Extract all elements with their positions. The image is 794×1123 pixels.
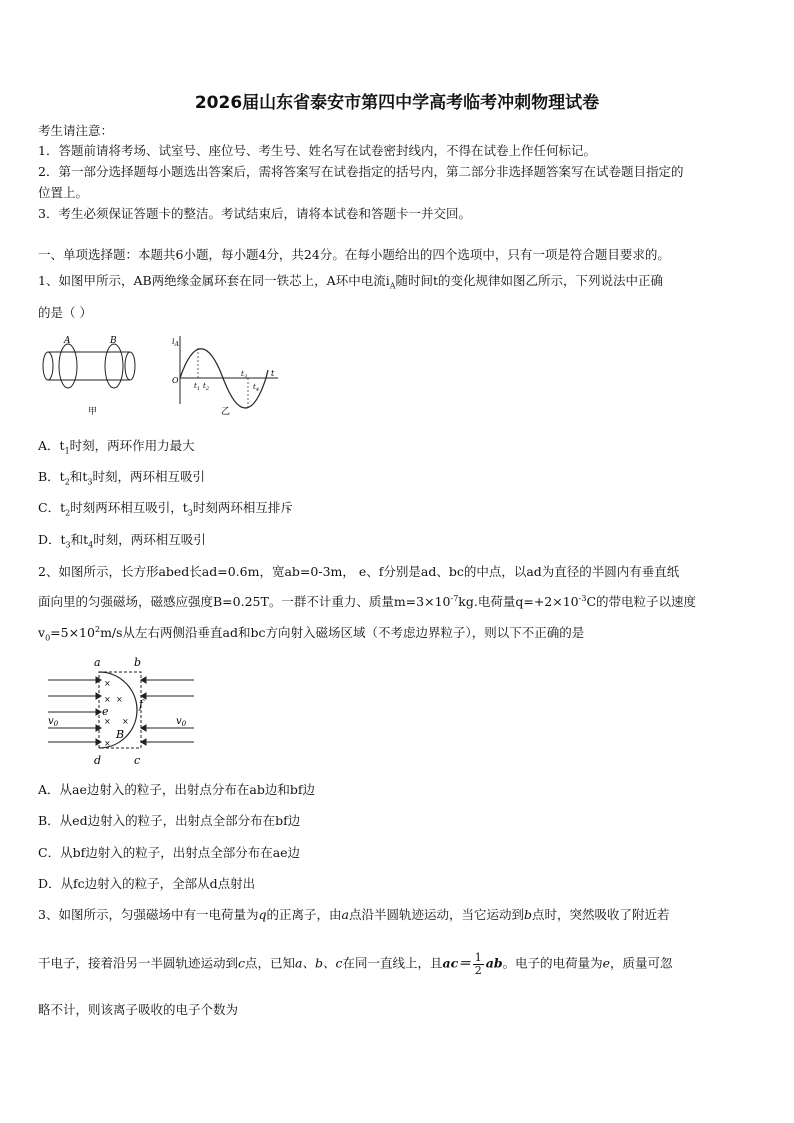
ring-b [105,344,123,388]
point-a-label: a [94,656,101,669]
q2-option-d[interactable]: D．从fc边射入的粒子，全部从d点射出 [38,876,256,891]
q1-option-d[interactable]: D．$t_3$和$t_4$时刻，两环相互吸引 [38,532,206,550]
left-arrows [48,677,101,745]
point-c-label: c [134,754,141,767]
page-title: 2026届山东省泰安市第四中学高考临考冲刺物理试卷 [194,93,600,113]
q3-stem-line2: 干电子，接着沿另一半圆轨迹运动到c点，已知a、b、c在同一直线上，且ac＝ $\frac{1}{2}$ ab。电子的电荷量为e，质量可忽 [38,951,673,977]
point-b-label: b [134,656,142,669]
q1-stem-line1: 1、如图甲所示，AB两绝缘金属环套在同一铁芯上，A环中电流$i_A$随时间t的变化规律如图乙所示，下列说法中正确 [38,273,664,291]
iron-core-figure [43,336,135,417]
v0-left-label: $v_0$ [48,716,59,728]
field-cross: × [104,679,111,688]
figure-jia-label: 甲 [88,407,98,417]
ring-a-label: A [64,336,71,346]
q2-option-b[interactable]: B．从ed边射入的粒子，出射点全部分布在bf边 [38,813,301,828]
origin-label: O [172,376,179,385]
notice-item-3: 3．考生必须保证答题卡的整洁。考试结束后，请将本试卷和答题卡一并交回。 [38,206,471,221]
ring-b-label: B [110,336,117,346]
t1-label: $t_1$ [194,382,201,392]
q2-figure [44,652,204,770]
field-b-label: B [116,728,125,741]
q1-option-b[interactable]: B．$t_2$和$t_3$时刻，两环相互吸引 [38,469,205,487]
field-cross: × [104,739,111,748]
axis-t-label: t [271,369,275,378]
q3-stem-line3: 略不计，则该离子吸收的电子个数为 [38,1002,239,1017]
q2-stem-line2: 面向里的匀强磁场，磁感应强度B=0.25T。一群不计重力、质量$m=3\times 10^{-7}kg$.电荷量$q=+2\times 10^{-3}C$的带电粒子以速度 [38,593,697,609]
v0-right-label: $v_0$ [176,716,187,728]
t2-label: $t_2$ [203,382,210,392]
point-e-label: e [102,705,109,718]
axis-i-label: $i_A$ [172,337,179,348]
field-cross: × [122,717,129,726]
point-d-label: d [94,754,102,767]
q2-option-c[interactable]: C．从bf边射入的粒子，出射点全部分布在ae边 [38,845,301,860]
q2-option-a[interactable]: A．从ae边射入的粒子，出射点分布在ab边和bf边 [38,782,315,797]
notice-item-1: 1．答题前请将考场、试室号、座位号、考生号、姓名写在试卷密封线内，不得在试卷上作任何标记。 [38,143,596,158]
field-cross: × [116,695,123,704]
point-f-label: f [139,698,144,711]
q1-stem-line2: 的是（ ） [38,305,92,320]
section-heading: 一、单项选择题：本题共6小题，每小题4分，共24分。在每小题给出的四个选项中，只有一项是符合题目要求的。 [38,247,670,262]
q1-option-a[interactable]: A．$t_1$时刻，两环作用力最大 [38,438,195,456]
notice-item-2: 2．第一部分选择题每小题选出答案后，需将答案写在试卷指定的括号内，第二部分非选择题答案写在试卷题目指定的 [38,164,684,179]
q2-stem-line3: $v_0=5\times 10^2m/s$从左右两侧沿垂直ad和bc方向射入磁场区域（不考虑边界粒子），则以下不正确的是 [38,624,585,643]
right-arrows [141,677,194,745]
field-cross: × [104,717,111,726]
t4-label: $t_4$ [253,383,260,393]
ring-a [59,344,77,388]
q2-stem-line1: 2、如图所示，长方形abed长ad=0.6m，宽ab=0-3m， e、f分别是ad、bc的中点，以ad为直径的半圆内有垂直纸 [38,564,680,579]
fraction-one-half: $\frac{1}{2}$ [474,951,482,977]
figure-yi-label: 乙 [221,407,231,417]
field-cross: × [104,695,111,704]
q3-stem-line1: 3、如图所示，匀强磁场中有一电荷量为q的正离子，由a点沿半圆轨迹运动，当它运动到b点时，突然吸收了附近若 [38,907,670,922]
t3-label: $t_3$ [241,370,248,380]
notice-item-2-cont: 位置上。 [38,185,89,200]
notice-heading: 考生请注意： [38,123,114,138]
current-time-graph [172,336,278,417]
q1-figure [38,330,288,420]
q1-option-c[interactable]: C．$t_2$时刻两环相互吸引，$t_3$时刻两环相互排斥 [38,500,293,518]
